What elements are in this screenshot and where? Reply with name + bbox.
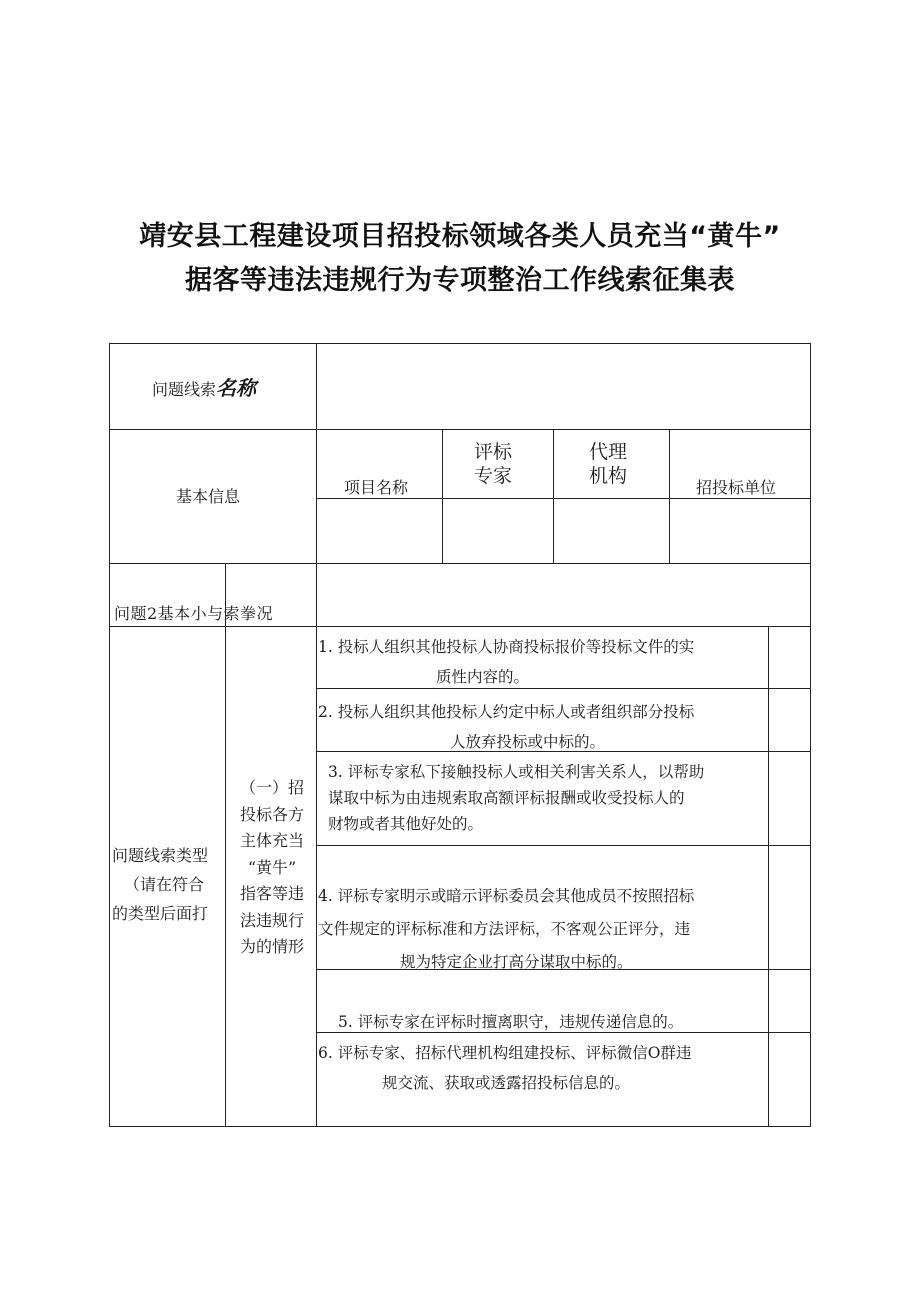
item-3-line-1: 3. 评标专家私下接触投标人或相关利害关系人，以帮助 (328, 763, 705, 781)
category-line-2: 投标各方 (239, 804, 304, 824)
item-2-checkbox[interactable] (772, 691, 808, 749)
item-3-checkbox[interactable] (772, 754, 808, 843)
document-title-line-2: 据客等违法违规行为专项整治工作线索征集表 (185, 265, 735, 296)
document-title-line-1: 靖安县工程建设项目招投标领域各类人员充当“黄牛” (139, 221, 781, 252)
clue-name-label-print: 问题线索 (152, 380, 217, 399)
column-agency-2: 机构 (589, 465, 628, 487)
column-project-name: 项目名称 (344, 478, 409, 497)
clue-name-label (152, 378, 256, 400)
category-line-5: 指客等违 (239, 884, 304, 903)
project-name-input[interactable] (320, 501, 440, 561)
item-1-checkbox[interactable] (772, 629, 808, 686)
list-item (318, 632, 768, 692)
bidder-unit-input[interactable] (673, 501, 807, 561)
clue-type-label-line-3: 的类型后面打 (112, 904, 209, 923)
list-item (328, 759, 768, 837)
clue-type-label-line-2: （请在符合 (124, 875, 205, 894)
item-6-line-1: 6. 评标专家、招标代理机构组建投标、评标微信O群违 (318, 1044, 692, 1062)
column-bidder-unit: 招投标单位 (696, 478, 777, 497)
item-3-line-3: 财物或者其他好处的。 (328, 815, 484, 833)
agency-input[interactable] (557, 501, 667, 561)
category-line-4: “黄牛” (247, 857, 297, 877)
list-item (318, 697, 768, 757)
list-item (318, 1038, 768, 1098)
category-line-3: 主体充当 (239, 831, 304, 850)
clue-name-label-handwritten: 名称 (216, 376, 257, 400)
item-6-checkbox[interactable] (772, 1035, 808, 1124)
category-line-6: 法违规行 (239, 910, 304, 930)
expert-input[interactable] (446, 501, 551, 561)
category-line-1: （一）招 (239, 778, 304, 797)
item-5-line-1: 5. 评标专家在评标时擅离职守，违规传递信息的。 (338, 1013, 684, 1031)
list-item (338, 1007, 768, 1037)
item-1-line-2: 质性内容的。 (436, 668, 530, 686)
category-line-7: 为的情形 (239, 937, 304, 956)
clue-type-label-line-1: 问题线索类型 (112, 846, 209, 865)
item-5-checkbox[interactable] (772, 972, 808, 1030)
basic-info-label: 基本信息 (176, 487, 241, 506)
list-item (318, 880, 768, 979)
clue-basic-situation-field[interactable] (320, 566, 806, 624)
column-expert-1: 评标 (474, 441, 513, 463)
clue-type-label (112, 841, 224, 928)
item-6-line-2: 规交流、获取或透露招投标信息的。 (382, 1074, 631, 1092)
column-agency-1: 代理 (589, 441, 628, 463)
column-expert-2: 专家 (474, 465, 513, 487)
item-3-line-2: 谋取中标为由违规索取高额评标报酬或收受投标人的 (328, 789, 685, 807)
item-2-line-2: 人放弃投标或中标的。 (450, 733, 606, 751)
item-4-line-2: 文件规定的评标标准和方法评标，不客观公正评分，违 (318, 920, 691, 938)
item-4-line-3: 规为特定企业打高分谋取中标的。 (400, 953, 633, 971)
clue-basic-situation-label: 问题2基本小与索拳况 (114, 604, 274, 623)
clue-name-field[interactable] (320, 346, 806, 426)
item-1-line-1: 1. 投标人组织其他投标人协商投标报价等投标文件的实 (318, 638, 695, 656)
category-label (228, 775, 316, 961)
item-4-checkbox[interactable] (772, 848, 808, 967)
item-2-line-1: 2. 投标人组织其他投标人约定中标人或者组织部分投标 (318, 703, 695, 721)
item-4-line-1: 4. 评标专家明示或暗示评标委员会其他成员不按照招标 (318, 887, 695, 905)
